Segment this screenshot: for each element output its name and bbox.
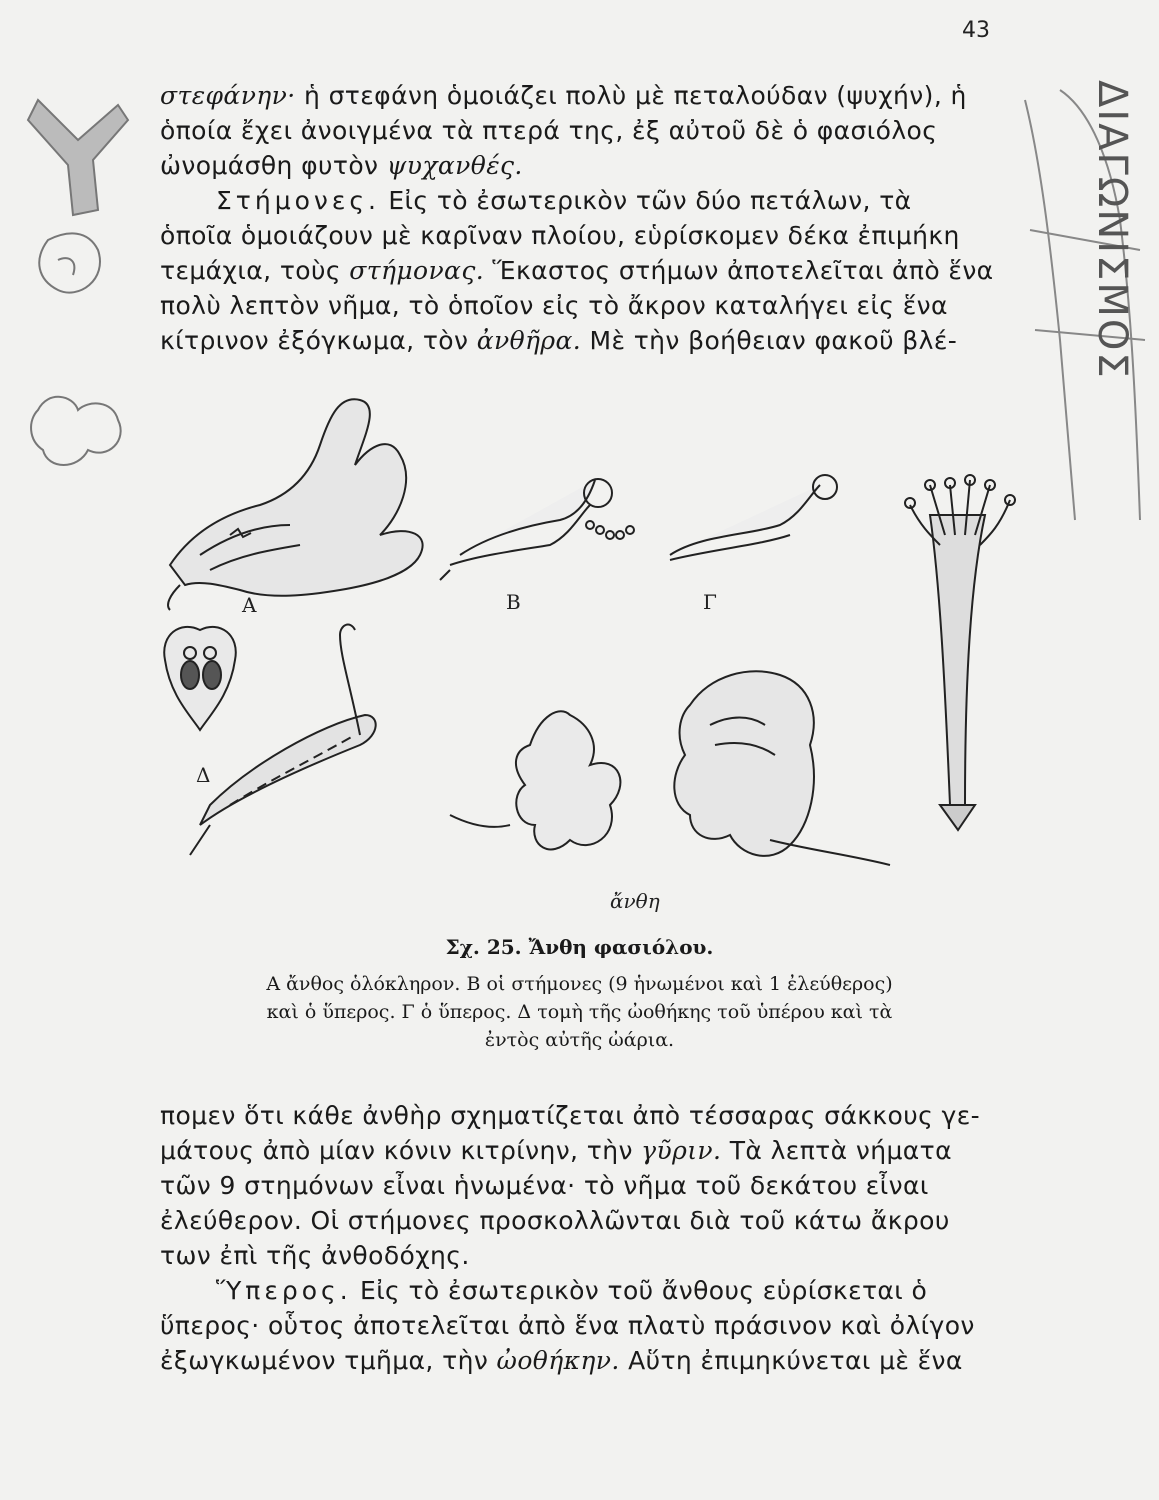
text-line: ὁποία ἔχει ἀνοιγμένα τὰ πτερά της, ἐξ αὐτοῦ δὲ ὁ φασιόλος bbox=[160, 116, 938, 145]
caption-line: ἐντὸς αὐτῆς ὠάρια. bbox=[484, 1029, 675, 1051]
heading-stimones: Στήμονες. bbox=[216, 186, 380, 215]
flower-illustration bbox=[150, 385, 1070, 915]
section-heading-line: Στήμονες. Εἰς τὸ ἐσωτερικὸν τῶν δύο πετάλων, τὰ bbox=[216, 186, 912, 215]
drawing-open-flower bbox=[450, 711, 620, 849]
text-line: ὠνομάσθη φυτὸν ψυχανθές. bbox=[160, 151, 523, 180]
flower-figure bbox=[150, 385, 1070, 915]
drawing-d-ovary-section bbox=[164, 627, 236, 730]
top-text-block bbox=[160, 78, 1020, 358]
caption-title: Σχ. 25. Ἄνθη φασιόλου. bbox=[445, 935, 714, 959]
caption-line: καὶ ὁ ὕπερος. Γ ὁ ὕπερος. Δ τομὴ τῆς ὠοθήκης τοῦ ὑπέρου καὶ τὰ bbox=[266, 1001, 893, 1023]
text-line: ἐξωγκωμένον τμῆμα, τὴν ὠοθήκην. Αὕτη ἐπιμηκύνεται μὲ ἕνα bbox=[160, 1346, 963, 1375]
caption-line: Α ἄνθος ὁλόκληρον. Β οἱ στήμονες (9 ἡνωμένοι καὶ 1 ἐλεύθερος) bbox=[266, 973, 893, 995]
text-line: μάτους ἀπὸ μίαν κόνιν κιτρίνην, τὴν γῦριν. Τὰ λεπτὰ νήματα bbox=[160, 1136, 952, 1165]
margin-handwriting: ΔΙΑΓΩΝΙΣΜΟΣ bbox=[1089, 80, 1135, 380]
text-line: στεφάνην· ἡ στεφάνη ὁμοιάζει πολὺ μὲ πεταλούδαν (ψυχήν), ἡ bbox=[160, 81, 967, 110]
text-line: των ἐπὶ τῆς ἀνθοδόχης. bbox=[160, 1241, 470, 1270]
text-line: ὕπερος· οὗτος ἀποτελεῖται ἀπὸ ἕνα πλατὺ πράσινον καὶ ὀλίγον bbox=[160, 1311, 975, 1340]
label-b: Β bbox=[506, 590, 521, 614]
page-number: 43 bbox=[962, 18, 990, 43]
label-a: Α bbox=[242, 593, 257, 617]
text-line: ἐλεύθερον. Οἱ στήμονες προσκολλῶνται διὰ τοῦ κάτω ἄκρου bbox=[160, 1206, 950, 1235]
text-line: ὁποῖα ὁμοιάζουν μὲ καρῖναν πλοίου, εὑρίσκομεν δέκα ἐπιμήκη bbox=[160, 221, 960, 250]
section-heading-line: Ὕπερος. Εἰς τὸ ἐσωτερικὸν τοῦ ἄνθους εὑρίσκεται ὁ bbox=[216, 1276, 928, 1305]
label-d: Δ bbox=[196, 763, 211, 787]
bottom-text-block bbox=[160, 1098, 1020, 1378]
drawing-stamen-column bbox=[905, 475, 1015, 830]
text-line: τεμάχια, τοὺς στήμονας. Ἕκαστος στήμων ἀποτελεῖται ἀπὸ ἕνα bbox=[160, 256, 994, 285]
left-margin-doodles bbox=[18, 80, 138, 500]
text-line: πομεν ὅτι κάθε ἀνθὴρ σχηματίζεται ἀπὸ τέσσαρας σάκκους γε- bbox=[160, 1101, 981, 1130]
drawing-b-stamens bbox=[440, 479, 634, 580]
caption-text bbox=[0, 970, 1159, 1054]
drawing-g-pistil bbox=[670, 475, 837, 560]
drawing-side-flower bbox=[674, 671, 890, 865]
text-line: πολὺ λεπτὸν νῆμα, τὸ ὁποῖον εἰς τὸ ἄκρον καταλήγει εἰς ἕνα bbox=[160, 291, 948, 320]
heading-yperos: Ὕπερος. bbox=[216, 1276, 352, 1305]
handwritten-label-anthi: ἄνθη bbox=[610, 889, 660, 913]
label-g: Γ bbox=[703, 590, 717, 614]
text-line: τῶν 9 στημόνων εἶναι ἡνωμένα· τὸ νῆμα τοῦ δεκάτου εἶναι bbox=[160, 1171, 929, 1200]
drawing-a-whole-flower bbox=[168, 399, 423, 610]
text-line: κίτρινον ἐξόγκωμα, τὸν ἀνθῆρα. Μὲ τὴν βοήθειαν φακοῦ βλέ- bbox=[160, 326, 958, 355]
